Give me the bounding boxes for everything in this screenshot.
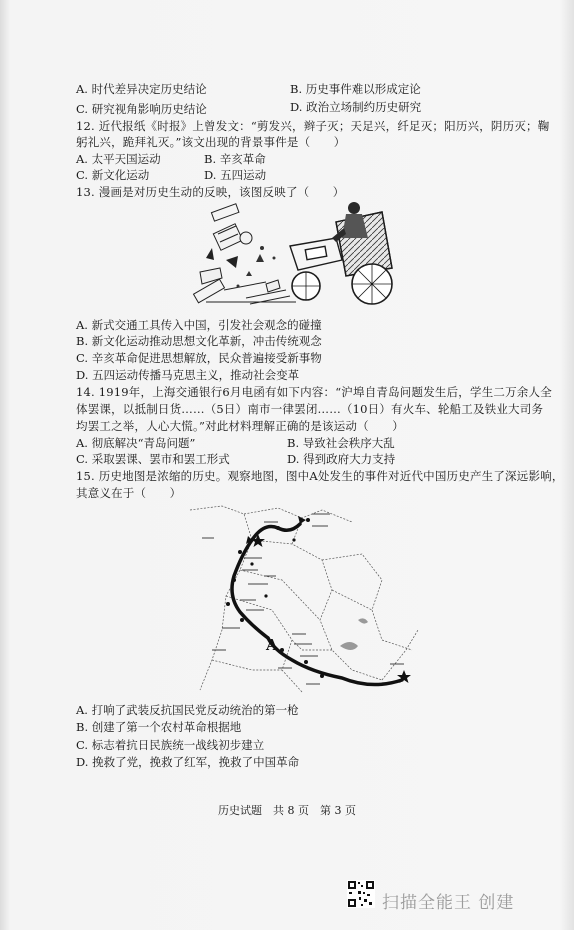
q13-stem: 13. 漫画是对历史生动的反映，该图反映了（ ） xyxy=(76,185,345,199)
q12-stem-line1: 12. 近代报纸《时报》上曾发文：“剪发兴，辫子灭；天足兴，纤足灭；阳历兴，阴历灭；鞠 xyxy=(76,119,550,133)
map-label-a: A xyxy=(266,636,278,654)
route-map xyxy=(182,500,422,696)
q12-stem-line2: 躬礼兴，跪拜礼灭。”该文出现的背景事件是（ ） xyxy=(76,135,346,149)
q11-option-a: A. 时代差异决定历史结论 xyxy=(76,82,207,96)
q11-option-b: B. 历史事件难以形成定论 xyxy=(290,82,421,96)
cartoon-illustration xyxy=(186,198,408,312)
page-footer: 历史试题 共 8 页 第 3 页 xyxy=(218,804,356,817)
q13-option-d: D. 五四运动传播马克思主义，推动社会变革 xyxy=(76,368,300,382)
q11-option-d: D. 政治立场制约历史研究 xyxy=(290,100,422,114)
q11-option-c: C. 研究视角影响历史结论 xyxy=(76,102,207,116)
q15-stem-line1: 15. 历史地图是浓缩的历史。观察地图，图中A处发生的事件对近代中国历史产生了深远影响， xyxy=(76,469,564,483)
qr-code-icon xyxy=(347,880,375,908)
q14-stem-line2: 体罢课，以抵制日货……（5日）南市一律罢闭……（10日）有火车、轮船工及铁业大司务 xyxy=(76,402,544,416)
q15-option-b: B. 创建了第一个农村革命根据地 xyxy=(76,720,242,734)
q14-stem-line3: 均罢工之举，人心大慌。”对此材料理解正确的是该运动（ ） xyxy=(76,419,404,433)
q15-option-c: C. 标志着抗日民族统一战线初步建立 xyxy=(76,738,265,752)
q12-option-b: B. 辛亥革命 xyxy=(204,152,266,166)
q12-option-a: A. 太平天国运动 xyxy=(76,152,161,166)
q13-option-b: B. 新文化运动推动思想文化革新，冲击传统观念 xyxy=(76,334,322,348)
q14-option-d: D. 得到政府大力支持 xyxy=(287,452,396,466)
q15-stem-line2: 其意义在于（ ） xyxy=(76,486,182,500)
q12-option-d: D. 五四运动 xyxy=(204,168,267,182)
q12-option-c: C. 新文化运动 xyxy=(76,168,150,182)
scanner-watermark: 扫描全能王 创建 xyxy=(382,893,515,913)
q14-option-a: A. 彻底解决“青岛问题” xyxy=(76,436,196,450)
q14-stem-line1: 14. 1919年，上海交通银行6月电函有如下内容：“沪埠自青岛问题发生后，学生二万余人全 xyxy=(76,385,552,399)
q14-option-b: B. 导致社会秩序大乱 xyxy=(287,436,395,450)
q15-option-a: A. 打响了武装反抗国民党反动统治的第一枪 xyxy=(76,703,299,717)
q13-option-c: C. 辛亥革命促进思想解放，民众普遍接受新事物 xyxy=(76,351,322,365)
q14-option-c: C. 采取罢课、罢市和罢工形式 xyxy=(76,452,230,466)
q15-option-d: D. 挽救了党，挽救了红军，挽救了中国革命 xyxy=(76,755,300,769)
q13-option-a: A. 新式交通工具传入中国，引发社会观念的碰撞 xyxy=(76,318,322,332)
